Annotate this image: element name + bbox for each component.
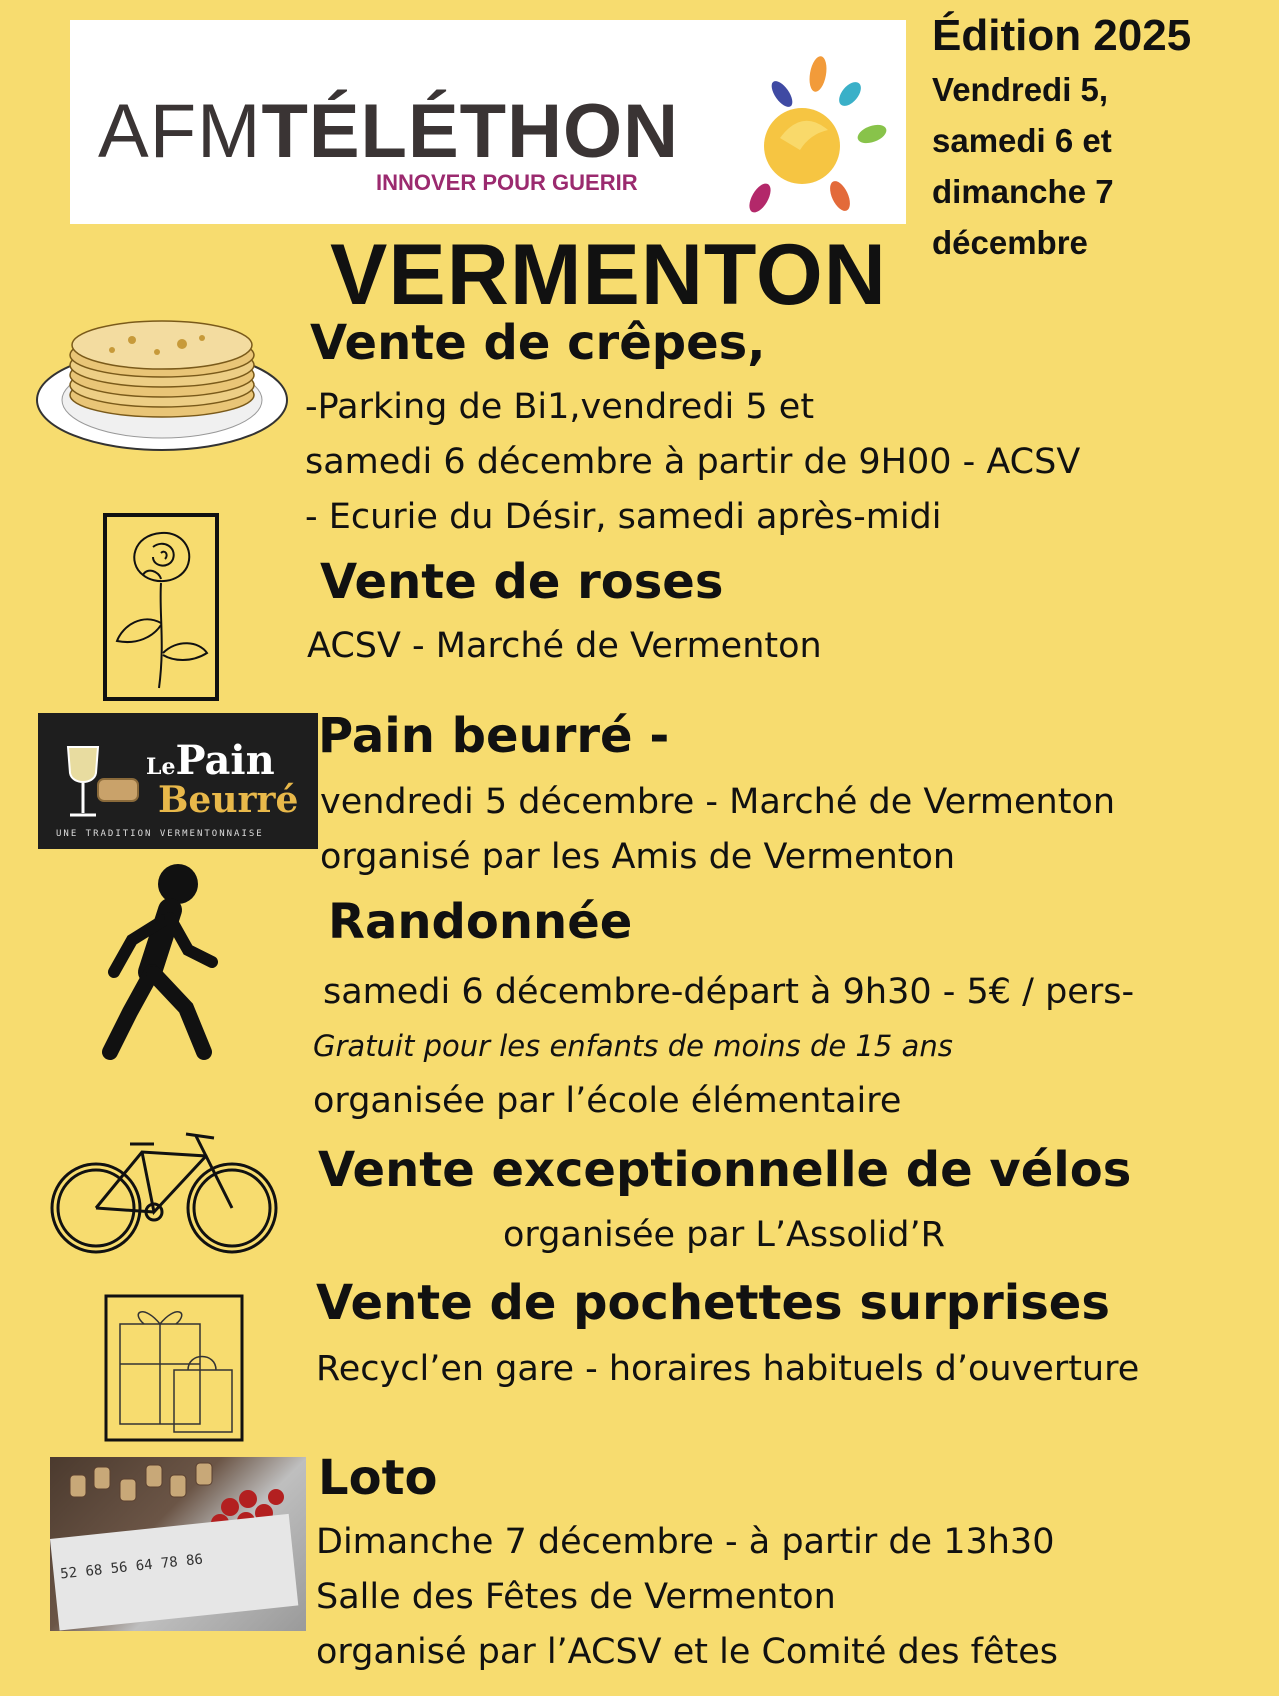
- event-title-pochettes: Vente de pochettes surprises: [316, 1275, 1110, 1331]
- wine-glass-icon: [60, 743, 140, 823]
- event-line-pochettes: Recycl’en gare - horaires habituels d’ouverture: [316, 1349, 1140, 1389]
- event-line-loto: Salle des Fêtes de Vermenton: [316, 1577, 836, 1617]
- event-line-pain: organisé par les Amis de Vermenton: [320, 837, 956, 877]
- event-line-crepes: -Parking de Bi1,vendredi 5 et: [305, 387, 815, 427]
- afm-telethon-logo: [70, 20, 906, 224]
- event-line-roses: ACSV - Marché de Vermenton: [307, 626, 822, 666]
- event-line-crepes: - Ecurie du Désir, samedi après-midi: [305, 497, 942, 537]
- edition-title: Édition 2025: [932, 11, 1192, 60]
- edition-date-line: samedi 6 et: [932, 122, 1112, 159]
- bicycle-icon: [46, 1128, 282, 1260]
- event-line-velos: organisée par L’Assolid’R: [503, 1215, 945, 1255]
- event-title-rando: Randonnée: [328, 894, 633, 950]
- event-line-rando: organisée par l’école élémentaire: [313, 1081, 902, 1121]
- brand-telethon: TÉLÉTHON: [261, 89, 679, 174]
- event-line-loto: Dimanche 7 décembre - à partir de 13h30: [316, 1522, 1055, 1562]
- gift-bag-icon: [104, 1294, 244, 1442]
- event-title-loto: Loto: [318, 1450, 438, 1506]
- event-title-pain: Pain beurré -: [318, 708, 670, 764]
- event-line-pain: vendredi 5 décembre - Marché de Vermenton: [320, 782, 1116, 822]
- pain-logo-title: [146, 737, 275, 784]
- pain-beurre-logo: [38, 713, 318, 849]
- rose-icon: [103, 513, 221, 703]
- event-line-loto: organisé par l’ACSV et le Comité des fêtes: [316, 1632, 1059, 1672]
- edition-date-line: dimanche 7: [932, 173, 1114, 210]
- pain-logo-beurre: Beurré: [158, 779, 299, 821]
- town-title: VERMENTON: [330, 227, 887, 323]
- pain-logo-pain: Pain: [175, 737, 275, 784]
- edition-date-line: Vendredi 5,: [932, 71, 1109, 108]
- pain-logo-le: Le: [146, 754, 176, 780]
- edition-date-line: décembre: [932, 224, 1088, 261]
- pain-logo-subtitle: UNE TRADITION VERMENTONNAISE: [56, 829, 264, 839]
- edition-block: [932, 8, 1277, 268]
- walking-person-icon: [100, 862, 230, 1062]
- loto-card-numbers: 52 68 56 64 78 86: [59, 1551, 204, 1583]
- sun-logo-icon: [720, 38, 900, 218]
- brand-tagline: INNOVER POUR GUERIR: [376, 170, 638, 195]
- brand-wordmark: [98, 88, 679, 175]
- event-line-rando: samedi 6 décembre-départ à 9h30 - 5€ / pers-: [323, 972, 1135, 1012]
- event-line-crepes: samedi 6 décembre à partir de 9H00 - ACSV: [305, 442, 1081, 482]
- loto-photo: [50, 1457, 306, 1631]
- brand-afm: AFM: [98, 89, 262, 174]
- event-title-roses: Vente de roses: [320, 554, 724, 610]
- event-title-velos: Vente exceptionnelle de vélos: [318, 1142, 1132, 1198]
- crepes-icon: [32, 300, 292, 470]
- event-line-rando-italic: Gratuit pour les enfants de moins de 15 ans: [313, 1029, 953, 1063]
- event-title-crepes: Vente de crêpes,: [310, 315, 766, 371]
